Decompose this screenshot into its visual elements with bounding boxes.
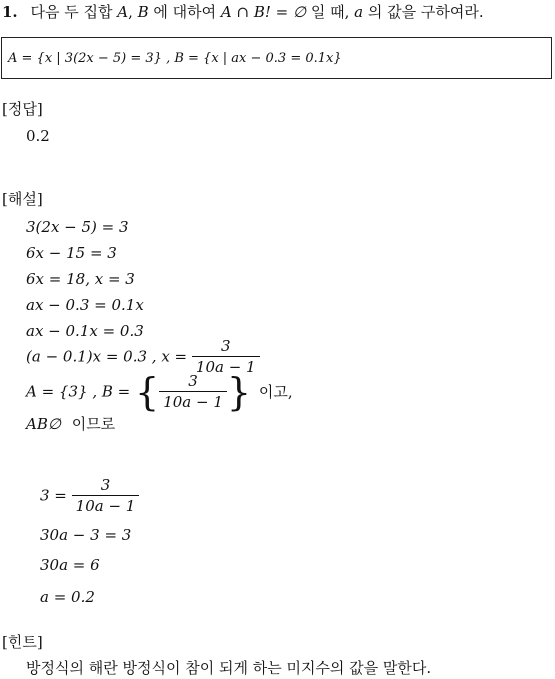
answer-label: [정답] (2, 100, 43, 118)
solution-line-9 (40, 478, 139, 514)
fraction-denominator: 10a − 1 (159, 391, 227, 410)
hint-label: [힌트] (2, 633, 43, 651)
solution-line-12: a = 0.2 (40, 588, 95, 606)
fraction-numerator: 3 (100, 476, 111, 494)
solution-line-3: 6x = 18, x = 3 (26, 270, 135, 288)
fraction-denominator: 10a − 1 (192, 356, 260, 375)
problem-comma: , (128, 3, 138, 21)
solution-line-7 (26, 370, 293, 414)
solution-line-8-tail: 이므로 (71, 415, 116, 433)
solution-line-8-expr: AB∅ (26, 415, 61, 433)
problem-set-a: A (117, 3, 129, 21)
answer-value: 0.2 (26, 127, 50, 145)
right-brace: } (226, 370, 252, 414)
solution-line-2: 6x − 15 = 3 (26, 244, 117, 262)
problem-text-post: 의 값을 구하여라. (363, 3, 484, 21)
fraction-numerator: 3 (220, 337, 231, 355)
solution-label: [해설] (2, 190, 43, 208)
problem-statement (2, 5, 484, 20)
problem-condition: A ∩ B! = ∅ (220, 3, 307, 21)
solution-line-4: ax − 0.3 = 0.1x (26, 296, 144, 314)
fraction-denominator: 10a − 1 (72, 495, 140, 514)
solution-line-5: ax − 0.1x = 0.3 (26, 322, 144, 340)
problem-text-pre: 다음 두 집합 (30, 3, 118, 21)
solution-line-7-left: A = {3} , B = (26, 382, 131, 401)
solution-line-10: 30a − 3 = 3 (40, 526, 132, 544)
left-brace: { (135, 370, 160, 414)
solution-line-7-tail: 이고, (258, 382, 293, 401)
fraction-numerator: 3 (188, 372, 198, 390)
problem-text-mid: 에 대하여 (148, 3, 221, 21)
solution-line-11: 30a = 6 (40, 556, 100, 574)
given-sets: A = {x | 3(2x − 5) = 3} , B = {x | ax − 0.3 = 0.1x} (8, 51, 342, 66)
problem-text-mid2: 일 때, (306, 3, 355, 21)
problem-number: 1. (2, 3, 18, 21)
solution-fraction-3 (72, 478, 140, 514)
problem-set-b: B (137, 3, 149, 21)
solution-line-1: 3(2x − 5) = 3 (26, 218, 129, 236)
solution-line-9-left: 3 = (40, 486, 67, 505)
problem-var-a: a (354, 3, 364, 21)
solution-line-8 (26, 417, 115, 432)
hint-text: 방정식의 해란 방정식이 참이 되게 하는 미지수의 값을 말한다. (26, 659, 432, 677)
solution-fraction-2 (159, 374, 227, 410)
solution-line-6-left: (a − 0.1)x = 0.3 , x = (26, 347, 188, 366)
